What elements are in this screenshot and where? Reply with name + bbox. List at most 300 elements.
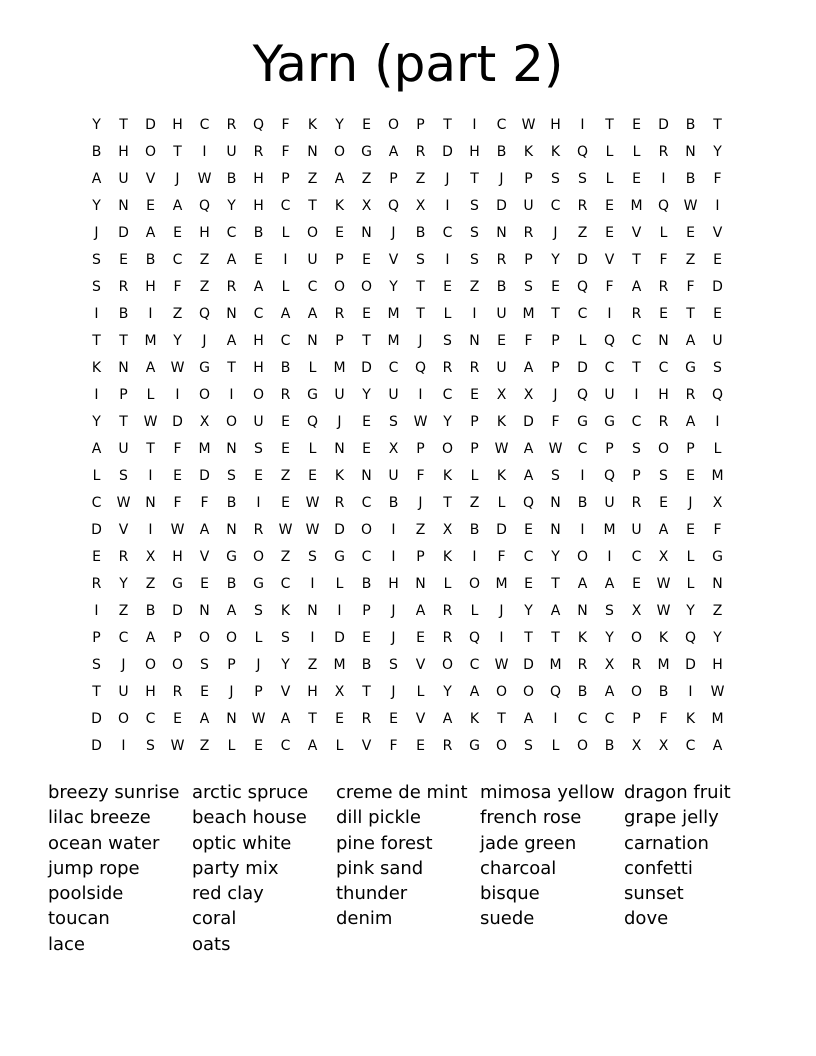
grid-cell: W — [116, 495, 131, 511]
grid-cell: F — [200, 495, 209, 511]
grid-cell: J — [553, 225, 558, 241]
grid-cell: A — [685, 333, 696, 349]
grid-cell: F — [173, 495, 182, 511]
grid-cell: L — [92, 468, 101, 484]
grid-cell: W — [278, 522, 293, 538]
grid-cell: E — [686, 522, 695, 538]
grid-cell: L — [578, 333, 587, 349]
grid-cell: H — [145, 684, 156, 700]
grid-cell: C — [658, 360, 669, 376]
grid-cell: Q — [522, 495, 535, 511]
grid-cell: P — [173, 630, 182, 646]
grid-cell: T — [605, 117, 614, 133]
grid-cell: I — [310, 576, 315, 592]
grid-row — [83, 679, 731, 706]
grid-cell: G — [577, 414, 588, 430]
grid-row — [83, 733, 731, 760]
grid-cell: G — [253, 576, 264, 592]
grid-cell: I — [229, 387, 234, 403]
grid-cell: M — [387, 333, 400, 349]
grid-cell: Q — [657, 198, 670, 214]
word-item: charcoal — [480, 857, 557, 879]
grid-cell: R — [415, 144, 426, 160]
grid-row — [83, 382, 731, 409]
grid-cell: C — [226, 225, 237, 241]
grid-cell: S — [254, 603, 263, 619]
grid-cell: V — [712, 225, 723, 241]
grid-cell: M — [711, 468, 724, 484]
grid-cell: E — [605, 198, 614, 214]
grid-cell: A — [658, 522, 669, 538]
grid-cell: A — [199, 522, 210, 538]
grid-cell: D — [172, 603, 183, 619]
grid-row — [83, 355, 731, 382]
grid-cell: A — [712, 738, 723, 754]
grid-cell: F — [524, 333, 533, 349]
grid-cell: K — [550, 144, 561, 160]
grid-cell: C — [469, 657, 480, 673]
grid-row — [83, 436, 731, 463]
grid-cell: E — [632, 117, 641, 133]
grid-cell: F — [659, 711, 668, 727]
grid-cell: N — [361, 225, 372, 241]
grid-cell: P — [281, 171, 290, 187]
grid-cell: R — [172, 684, 183, 700]
grid-cell: O — [171, 657, 184, 673]
grid-cell: G — [172, 576, 183, 592]
grid-cell: W — [683, 198, 698, 214]
grid-cell: R — [469, 360, 480, 376]
grid-row — [83, 544, 731, 571]
grid-cell: A — [145, 630, 156, 646]
grid-cell: Y — [362, 387, 371, 403]
word-column — [336, 780, 480, 957]
grid-cell: P — [92, 630, 101, 646]
grid-cell: P — [470, 441, 479, 457]
grid-cell: H — [172, 117, 183, 133]
grid-cell: A — [145, 360, 156, 376]
grid-cell: P — [362, 603, 371, 619]
grid-cell: O — [657, 441, 670, 457]
grid-cell: Z — [712, 603, 723, 619]
grid-cell: W — [413, 414, 428, 430]
grid-cell: J — [229, 684, 234, 700]
grid-cell: E — [254, 252, 263, 268]
grid-cell: B — [361, 576, 372, 592]
grid-cell: I — [634, 387, 639, 403]
grid-cell: Z — [145, 576, 156, 592]
grid-cell: X — [415, 198, 426, 214]
grid-cell: Z — [280, 468, 291, 484]
grid-cell: Y — [686, 603, 695, 619]
grid-cell: I — [472, 549, 477, 565]
grid-cell: I — [445, 252, 450, 268]
grid-cell: E — [254, 468, 263, 484]
grid-cell: S — [254, 441, 263, 457]
word-column — [480, 780, 624, 957]
grid-cell: U — [496, 360, 507, 376]
grid-cell: V — [118, 522, 129, 538]
grid-cell: U — [118, 684, 129, 700]
grid-cell: X — [442, 522, 453, 538]
grid-cell: F — [497, 549, 506, 565]
grid-cell: W — [143, 414, 158, 430]
grid-cell: N — [118, 198, 129, 214]
grid-cell: J — [418, 495, 423, 511]
grid-cell: C — [280, 738, 291, 754]
grid-cell: H — [658, 387, 669, 403]
grid-cell: J — [688, 495, 693, 511]
grid-cell: R — [631, 495, 642, 511]
grid-cell: I — [94, 603, 99, 619]
grid-cell: I — [202, 144, 207, 160]
grid-cell: Y — [443, 684, 452, 700]
grid-cell: Y — [119, 576, 128, 592]
grid-cell: H — [253, 171, 264, 187]
grid-cell: A — [199, 711, 210, 727]
grid-cell: I — [310, 630, 315, 646]
grid-row — [83, 409, 731, 436]
grid-cell: G — [469, 738, 480, 754]
grid-row — [83, 166, 731, 193]
grid-cell: G — [712, 549, 723, 565]
grid-cell: P — [632, 468, 641, 484]
grid-cell: R — [658, 144, 669, 160]
grid-cell: Z — [361, 171, 372, 187]
grid-cell: B — [280, 360, 291, 376]
grid-cell: L — [335, 576, 344, 592]
grid-cell: L — [551, 738, 560, 754]
grid-cell: J — [418, 333, 423, 349]
grid-cell: E — [713, 306, 722, 322]
grid-cell: L — [281, 225, 290, 241]
grid-cell: B — [226, 171, 237, 187]
grid-cell: Q — [414, 360, 427, 376]
grid-cell: Z — [307, 171, 318, 187]
grid-cell: E — [524, 522, 533, 538]
grid-cell: C — [280, 198, 291, 214]
grid-cell: D — [658, 117, 669, 133]
grid-row — [83, 571, 731, 598]
grid-cell: E — [659, 306, 668, 322]
grid-cell: E — [497, 333, 506, 349]
grid-cell: C — [118, 630, 129, 646]
grid-cell: G — [307, 387, 318, 403]
grid-row — [83, 652, 731, 679]
grid-cell: G — [361, 144, 372, 160]
grid-cell: R — [577, 198, 588, 214]
grid-cell: F — [173, 441, 182, 457]
grid-cell: I — [661, 171, 666, 187]
grid-cell: N — [550, 522, 561, 538]
word-item: coral — [192, 908, 237, 930]
grid-cell: R — [118, 279, 129, 295]
word-column — [48, 780, 192, 957]
grid-cell: O — [576, 738, 589, 754]
grid-cell: C — [496, 117, 507, 133]
grid-cell: B — [388, 495, 399, 511]
grid-cell: O — [225, 630, 238, 646]
grid-cell: Y — [605, 630, 614, 646]
grid-cell: F — [713, 171, 722, 187]
grid-cell: K — [523, 144, 534, 160]
grid-cell: C — [145, 711, 156, 727]
grid-cell: R — [280, 387, 291, 403]
grid-cell: Q — [468, 630, 481, 646]
word-item: denim — [336, 908, 393, 930]
grid-cell: E — [605, 225, 614, 241]
grid-cell: E — [551, 279, 560, 295]
grid-cell: C — [577, 711, 588, 727]
grid-cell: E — [686, 468, 695, 484]
grid-cell: J — [121, 657, 126, 673]
grid-cell: H — [469, 144, 480, 160]
grid-cell: J — [202, 333, 207, 349]
grid-cell: V — [604, 252, 615, 268]
grid-cell: T — [227, 360, 236, 376]
grid-cell: E — [524, 576, 533, 592]
grid-cell: E — [281, 441, 290, 457]
grid-cell: D — [712, 279, 723, 295]
word-item: arctic spruce — [192, 782, 309, 803]
grid-cell: A — [523, 711, 534, 727]
grid-cell: N — [577, 603, 588, 619]
grid-cell: C — [199, 117, 210, 133]
word-search-grid — [83, 112, 731, 760]
grid-cell: R — [631, 306, 642, 322]
grid-cell: X — [712, 495, 723, 511]
grid-cell: Y — [551, 549, 560, 565]
grid-cell: R — [226, 279, 237, 295]
word-item: french rose — [480, 807, 582, 829]
grid-cell: P — [254, 684, 263, 700]
grid-cell: F — [605, 279, 614, 295]
grid-cell: S — [308, 549, 317, 565]
grid-cell: R — [442, 603, 453, 619]
grid-cell: N — [307, 144, 318, 160]
word-item: bisque — [480, 883, 540, 905]
grid-cell: D — [523, 414, 534, 430]
word-column — [192, 780, 336, 957]
grid-cell: F — [416, 468, 425, 484]
grid-cell: I — [499, 630, 504, 646]
grid-cell: Z — [307, 657, 318, 673]
grid-cell: X — [145, 549, 156, 565]
grid-cell: A — [145, 225, 156, 241]
grid-cell: O — [576, 549, 589, 565]
grid-cell: P — [632, 711, 641, 727]
grid-cell: R — [577, 657, 588, 673]
word-item: dragon fruit — [624, 782, 731, 803]
grid-cell: G — [604, 414, 615, 430]
grid-cell: L — [470, 603, 479, 619]
grid-cell: C — [253, 306, 264, 322]
grid-cell: H — [253, 198, 264, 214]
grid-cell: Z — [415, 171, 426, 187]
grid-cell: S — [470, 225, 479, 241]
grid-cell: D — [442, 144, 453, 160]
grid-cell: S — [578, 171, 587, 187]
grid-cell: X — [604, 657, 615, 673]
grid-cell: O — [360, 522, 373, 538]
grid-cell: M — [630, 198, 643, 214]
grid-cell: L — [308, 360, 317, 376]
grid-cell: I — [553, 711, 558, 727]
grid-cell: A — [280, 711, 291, 727]
grid-cell: C — [577, 306, 588, 322]
grid-cell: S — [524, 279, 533, 295]
grid-cell: O — [117, 711, 130, 727]
grid-cell: N — [226, 711, 237, 727]
grid-cell: K — [658, 630, 669, 646]
grid-cell: I — [391, 549, 396, 565]
grid-cell: D — [523, 657, 534, 673]
grid-cell: N — [415, 576, 426, 592]
grid-cell: Q — [576, 144, 589, 160]
grid-cell: E — [362, 117, 371, 133]
grid-cell: U — [118, 171, 129, 187]
grid-row — [83, 625, 731, 652]
grid-cell: T — [119, 414, 128, 430]
grid-cell: D — [118, 225, 129, 241]
grid-cell: J — [94, 225, 99, 241]
grid-cell: K — [442, 549, 453, 565]
grid-cell: Y — [389, 279, 398, 295]
grid-cell: O — [495, 738, 508, 754]
grid-cell: M — [711, 711, 724, 727]
grid-cell: B — [145, 252, 156, 268]
grid-cell: S — [92, 279, 101, 295]
grid-cell: W — [170, 522, 185, 538]
grid-row — [83, 247, 731, 274]
grid-cell: C — [631, 333, 642, 349]
grid-cell: P — [686, 441, 695, 457]
grid-cell: E — [92, 549, 101, 565]
grid-cell: A — [226, 333, 237, 349]
grid-cell: H — [145, 279, 156, 295]
grid-cell: D — [577, 252, 588, 268]
grid-cell: S — [443, 333, 452, 349]
grid-cell: A — [307, 738, 318, 754]
grid-cell: C — [172, 252, 183, 268]
grid-cell: B — [658, 684, 669, 700]
grid-cell: U — [307, 252, 318, 268]
grid-cell: K — [334, 468, 345, 484]
grid-cell: O — [333, 144, 346, 160]
grid-cell: P — [335, 333, 344, 349]
grid-cell: D — [172, 414, 183, 430]
grid-cell: E — [200, 576, 209, 592]
word-item: mimosa yellow — [480, 782, 615, 803]
grid-cell: S — [200, 657, 209, 673]
grid-cell: S — [281, 630, 290, 646]
grid-cell: T — [713, 117, 722, 133]
grid-cell: N — [496, 225, 507, 241]
grid-cell: I — [418, 387, 423, 403]
word-item: party mix — [192, 857, 279, 879]
grid-cell: F — [281, 144, 290, 160]
grid-cell: W — [494, 441, 509, 457]
grid-cell: F — [389, 738, 398, 754]
grid-cell: S — [470, 198, 479, 214]
word-item: jade green — [480, 832, 577, 854]
grid-cell: P — [524, 171, 533, 187]
grid-cell: E — [470, 387, 479, 403]
grid-cell: Z — [199, 279, 210, 295]
grid-cell: O — [144, 657, 157, 673]
grid-cell: S — [605, 603, 614, 619]
word-item: toucan — [48, 908, 110, 930]
grid-cell: T — [362, 333, 371, 349]
grid-cell: Z — [280, 549, 291, 565]
grid-cell: A — [172, 198, 183, 214]
grid-cell: A — [685, 414, 696, 430]
grid-cell: W — [521, 117, 536, 133]
grid-cell: B — [577, 684, 588, 700]
word-item: pine forest — [336, 832, 433, 854]
grid-cell: P — [119, 387, 128, 403]
grid-cell: V — [388, 252, 399, 268]
grid-cell: J — [175, 171, 180, 187]
grid-cell: C — [631, 414, 642, 430]
grid-cell: S — [632, 441, 641, 457]
grid-cell: A — [442, 711, 453, 727]
grid-cell: L — [659, 225, 668, 241]
grid-cell: M — [657, 657, 670, 673]
grid-cell: A — [469, 684, 480, 700]
grid-cell: C — [307, 279, 318, 295]
grid-cell: A — [550, 603, 561, 619]
grid-cell: U — [631, 522, 642, 538]
grid-cell: I — [121, 738, 126, 754]
grid-cell: D — [91, 522, 102, 538]
grid-cell: M — [333, 657, 346, 673]
grid-cell: I — [580, 468, 585, 484]
grid-cell: S — [713, 360, 722, 376]
grid-cell: L — [713, 441, 722, 457]
grid-cell: R — [631, 657, 642, 673]
grid-cell: Z — [685, 252, 696, 268]
grid-cell: Y — [551, 252, 560, 268]
grid-cell: R — [334, 495, 345, 511]
grid-cell: W — [170, 738, 185, 754]
grid-cell: I — [175, 387, 180, 403]
grid-cell: E — [335, 711, 344, 727]
grid-cell: L — [470, 468, 479, 484]
grid-cell: N — [199, 603, 210, 619]
grid-cell: Z — [199, 738, 210, 754]
grid-cell: X — [199, 414, 210, 430]
grid-cell: J — [337, 414, 342, 430]
grid-cell: E — [713, 252, 722, 268]
grid-cell: R — [118, 549, 129, 565]
grid-cell: C — [280, 333, 291, 349]
grid-cell: T — [146, 441, 155, 457]
grid-cell: C — [280, 576, 291, 592]
grid-cell: S — [524, 738, 533, 754]
grid-cell: H — [550, 117, 561, 133]
grid-cell: T — [497, 711, 506, 727]
grid-cell: S — [551, 468, 560, 484]
grid-cell: N — [685, 144, 696, 160]
grid-cell: A — [577, 576, 588, 592]
grid-cell: O — [333, 279, 346, 295]
grid-cell: M — [198, 441, 211, 457]
grid-cell: O — [198, 630, 211, 646]
grid-cell: V — [415, 657, 426, 673]
grid-row — [83, 301, 731, 328]
grid-cell: C — [91, 495, 102, 511]
